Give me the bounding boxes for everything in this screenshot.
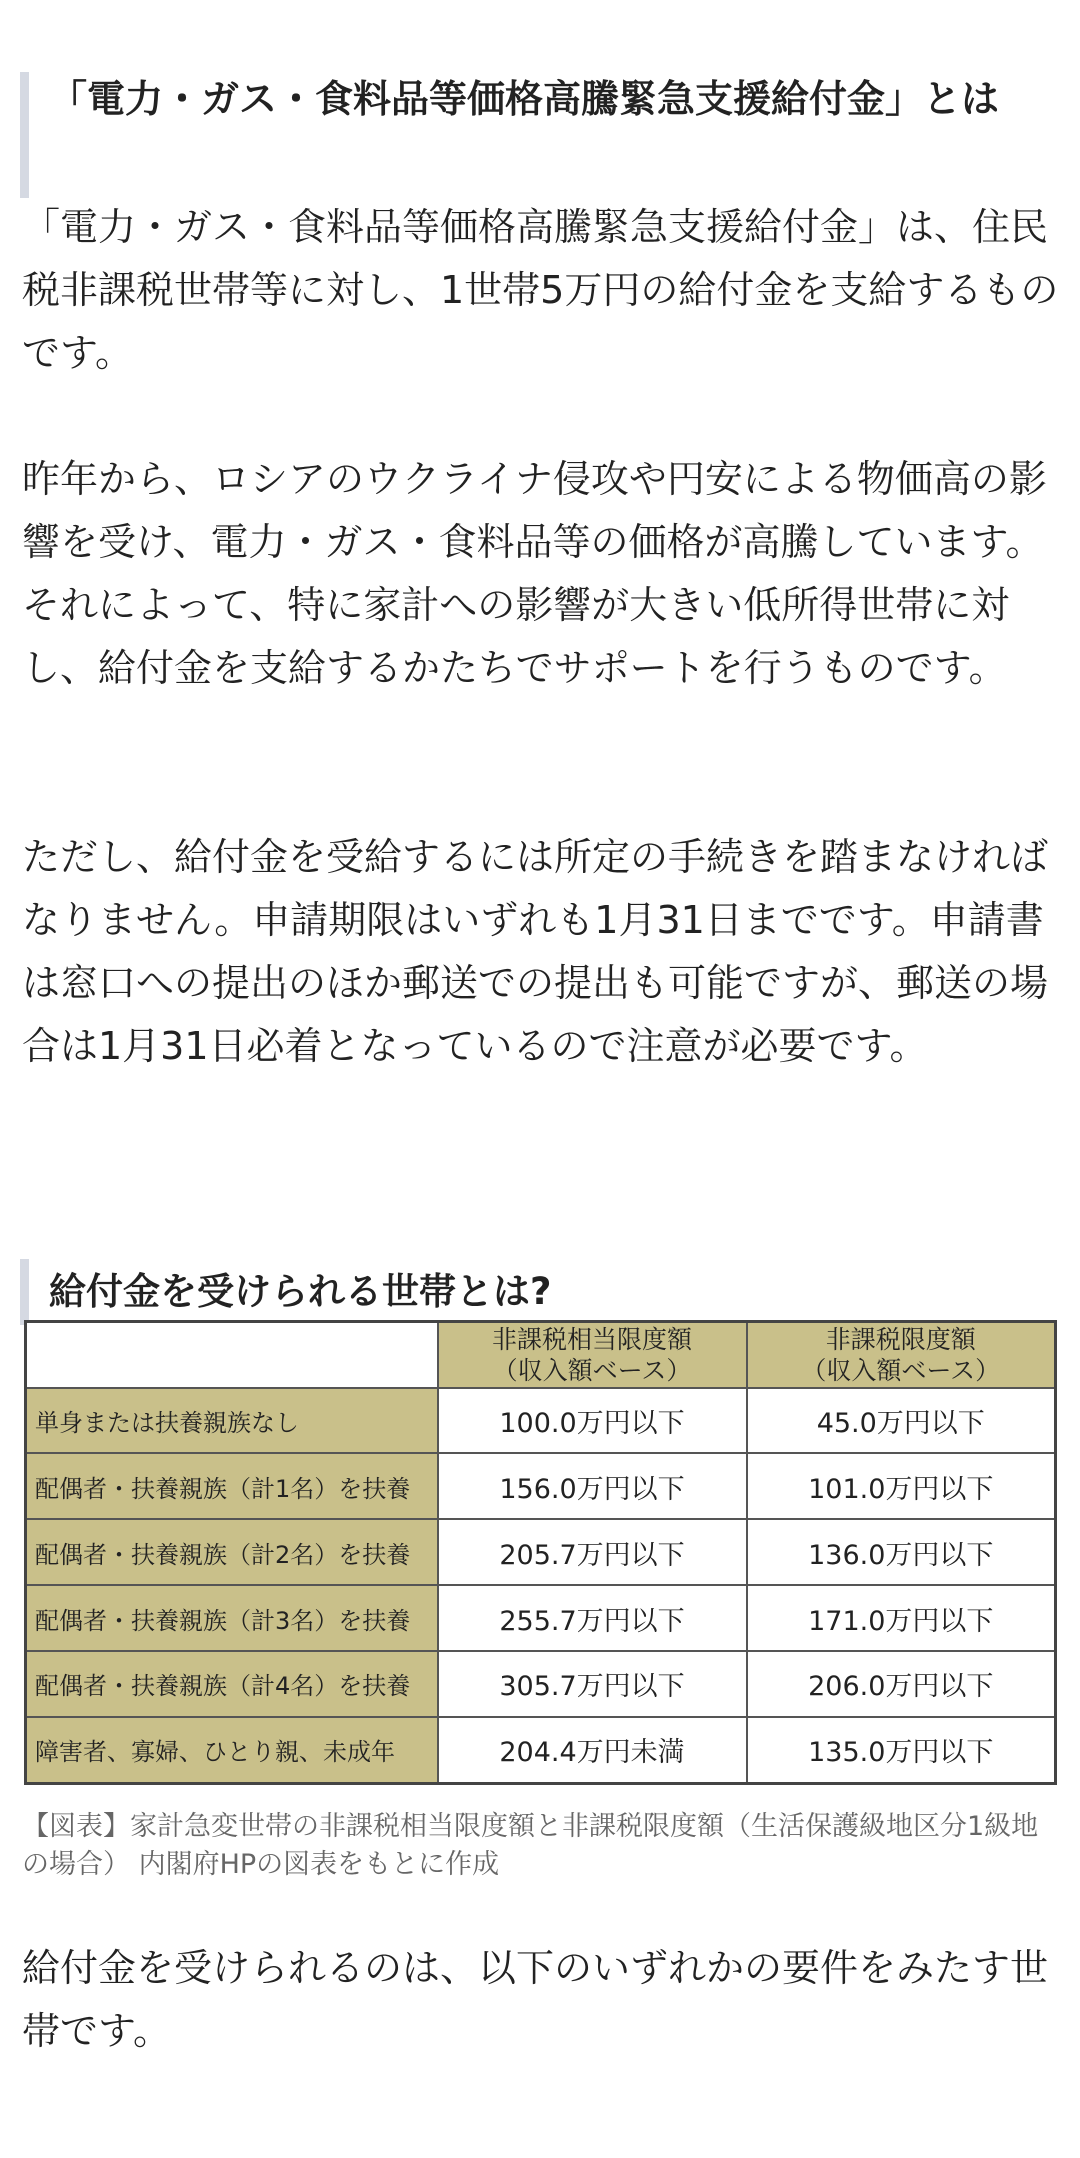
table-row [26, 1453, 1056, 1519]
table-header-line1: 非課税相当限度額 [491, 1324, 692, 1354]
table-header-row [26, 1322, 1056, 1388]
table-row [26, 1585, 1056, 1651]
paragraph-background: 昨年から、ロシアのウクライナ侵攻や円安による物価高の影響を受け、電力・ガス・食料品等の価格が高騰しています。それによって、特に家計への影響が大きい低所得世帯に対し、給付金を支給するかたちでサポートを行うものです。 [22, 457, 1047, 690]
table-cell-equivalent-limit: 205.7万円以下 [438, 1519, 747, 1585]
figure-caption: 【図表】家計急変世帯の非課税相当限度額と非課税限度額（生活保護級地区分1級地の場合） 内閣府HPの図表をもとに作成 [22, 1811, 1039, 1880]
table-cell-equivalent-limit: 156.0万円以下 [438, 1453, 747, 1519]
section-heading-eligible-households: 給付金を受けられる世帯とは? [20, 1259, 1060, 1325]
income-limit-table-figure [24, 1320, 1054, 1785]
paragraph-intro: 「電力・ガス・食料品等価格高騰緊急支援給付金」は、住民税非課税世帯等に対し、1世帯5万円の給付金を支給するものです。 [22, 205, 1059, 375]
table-header-cell [747, 1322, 1056, 1388]
table-row-label: 配偶者・扶養親族（計2名）を扶養 [26, 1519, 438, 1585]
table-header-cell [438, 1322, 747, 1388]
paragraph-deadline: ただし、給付金を受給するには所定の手続きを踏まなければなりません。申請期限はいずれも1月31日までです。申請書は窓口への提出のほか郵送での提出も可能ですが、郵送の場合は1月31日必着となっているので注意が必要です。 [22, 835, 1049, 1068]
table-header-line2: （収入額ベース） [801, 1355, 1001, 1385]
table-row [26, 1717, 1056, 1784]
table-cell-equivalent-limit: 204.4万円未満 [438, 1717, 747, 1784]
table-cell-tax-exempt-limit: 136.0万円以下 [747, 1519, 1056, 1585]
table-cell-tax-exempt-limit: 101.0万円以下 [747, 1453, 1056, 1519]
paragraph-eligibility: 給付金を受けられるのは、以下のいずれかの要件をみたす世帯です。 [22, 1946, 1049, 2053]
table-cell-tax-exempt-limit: 135.0万円以下 [747, 1717, 1056, 1784]
table-row-label: 単身または扶養親族なし [26, 1388, 438, 1454]
table-cell-tax-exempt-limit: 206.0万円以下 [747, 1651, 1056, 1717]
table-row-label: 配偶者・扶養親族（計1名）を扶養 [26, 1453, 438, 1519]
section-heading-benefit: 「電力・ガス・食料品等価格高騰緊急支援給付金」とは [20, 72, 1060, 198]
table-row [26, 1651, 1056, 1717]
table-header-blank [26, 1322, 438, 1388]
table-row-label: 障害者、寡婦、ひとり親、未成年 [26, 1717, 438, 1784]
table-cell-equivalent-limit: 305.7万円以下 [438, 1651, 747, 1717]
table-cell-tax-exempt-limit: 171.0万円以下 [747, 1585, 1056, 1651]
table-header-line1: 非課税限度額 [825, 1324, 976, 1354]
table-cell-equivalent-limit: 100.0万円以下 [438, 1388, 747, 1454]
table-row [26, 1388, 1056, 1454]
table-header-line2: （収入額ベース） [492, 1355, 692, 1385]
table-row-label: 配偶者・扶養親族（計3名）を扶養 [26, 1585, 438, 1651]
table-row [26, 1519, 1056, 1585]
income-limit-table [24, 1320, 1057, 1785]
table-cell-equivalent-limit: 255.7万円以下 [438, 1585, 747, 1651]
table-row-label: 配偶者・扶養親族（計4名）を扶養 [26, 1651, 438, 1717]
table-cell-tax-exempt-limit: 45.0万円以下 [747, 1388, 1056, 1454]
